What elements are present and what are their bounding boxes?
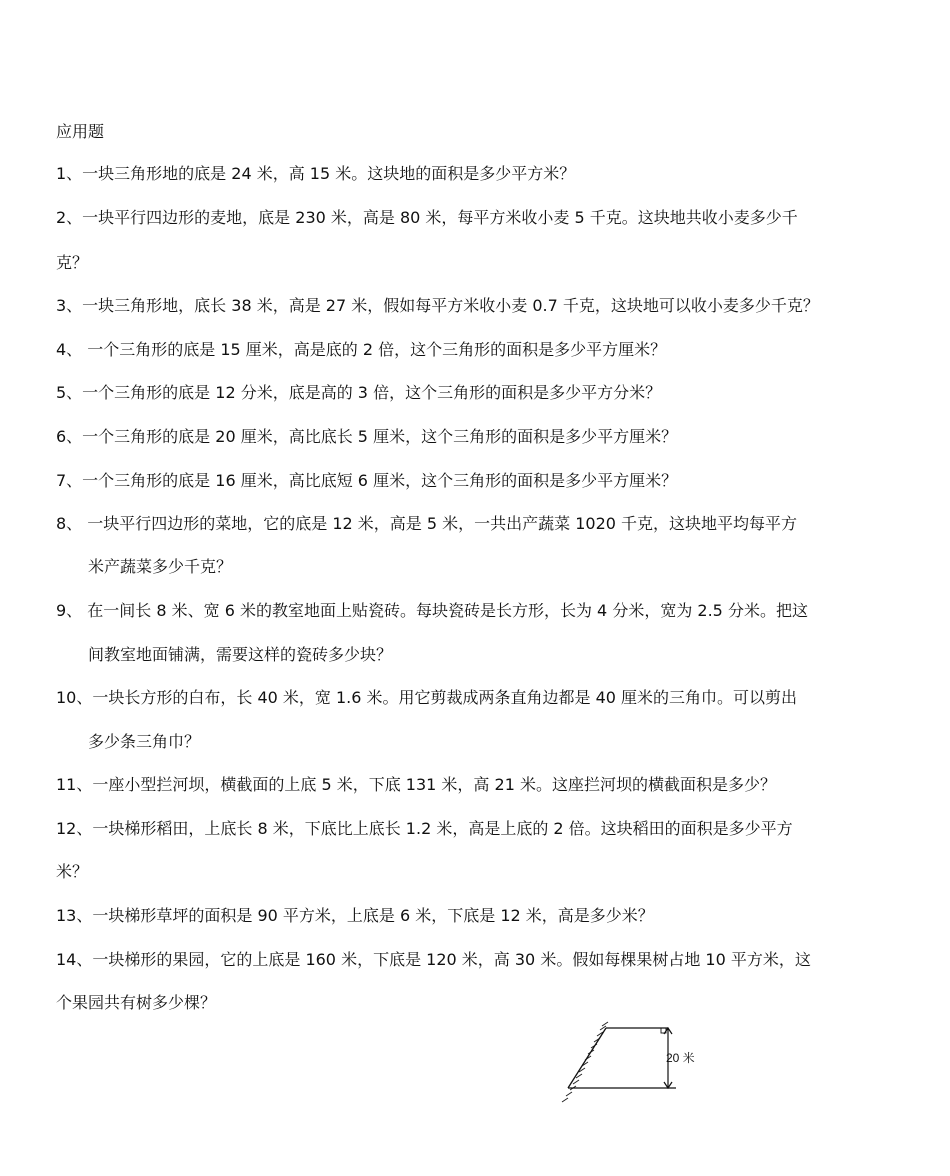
problem-2: 2、一块平行四边形的麦地，底是 230 米，高是 80 米，每平方米收小麦 5 千克。这块地共收小麦多少千 — [56, 208, 798, 227]
problem-14: 14、一块梯形的果园，它的上底是 160 米，下底是 120 米，高 30 米。假如每棵果树占地 10 平方米，这 — [56, 950, 811, 969]
trapezoid-outline — [568, 1028, 676, 1088]
height-label: 20 米 — [666, 1051, 695, 1065]
problem-10-continuation: 多少条三角巾？ — [88, 732, 201, 751]
problem-3: 3、一块三角形地，底长 38 米，高是 27 米，假如每平方米收小麦 0.7 千克，这块地可以收小麦多少千克？ — [56, 296, 819, 315]
problem-8: 8、 一块平行四边形的菜地，它的底是 12 米，高是 5 米，一共出产蔬菜 1020 千克，这块地平均每平方 — [56, 514, 798, 533]
problem-11: 11、一座小型拦河坝，横截面的上底 5 米，下底 131 米，高 21 米。这座拦河坝的横截面积是多少？ — [56, 775, 776, 794]
problem-9: 9、 在一间长 8 米、宽 6 米的教室地面上贴瓷砖。每块瓷砖是长方形，长为 4 分米，宽为 2.5 分米。把这 — [56, 601, 808, 620]
section-heading: 应用题 — [56, 122, 105, 141]
problem-12-continuation: 米？ — [56, 862, 89, 881]
problem-13: 13、一块梯形草坪的面积是 90 平方米，上底是 6 米，下底是 12 米，高是多少米？ — [56, 906, 654, 925]
problem-7: 7、一个三角形的底是 16 厘米，高比底短 6 厘米，这个三角形的面积是多少平方厘米？ — [56, 471, 678, 490]
problem-1: 1、一块三角形地的底是 24 米，高 15 米。这块地的面积是多少平方米？ — [56, 164, 576, 183]
problem-2-continuation: 克？ — [56, 253, 89, 272]
problem-10: 10、一块长方形的白布，长 40 米，宽 1.6 米。用它剪裁成两条直角边都是 40 厘米的三角巾。可以剪出 — [56, 688, 798, 707]
problem-5: 5、一个三角形的底是 12 分米，底是高的 3 倍，这个三角形的面积是多少平方分米？ — [56, 383, 662, 402]
problem-8-continuation: 米产蔬菜多少千克？ — [88, 557, 233, 576]
problem-9-continuation: 间教室地面铺满，需要这样的瓷砖多少块？ — [88, 645, 393, 664]
problem-12: 12、一块梯形稻田，上底长 8 米，下底比上底长 1.2 米，高是上底的 2 倍。这块稻田的面积是多少平方 — [56, 819, 793, 838]
dam-cross-section-figure — [548, 1016, 718, 1106]
problem-6: 6、一个三角形的底是 20 厘米，高比底长 5 厘米，这个三角形的面积是多少平方厘米？ — [56, 427, 678, 446]
problem-14-continuation: 个果园共有树多少棵？ — [56, 993, 217, 1012]
problem-4: 4、 一个三角形的底是 15 厘米，高是底的 2 倍，这个三角形的面积是多少平方厘米？ — [56, 340, 667, 359]
